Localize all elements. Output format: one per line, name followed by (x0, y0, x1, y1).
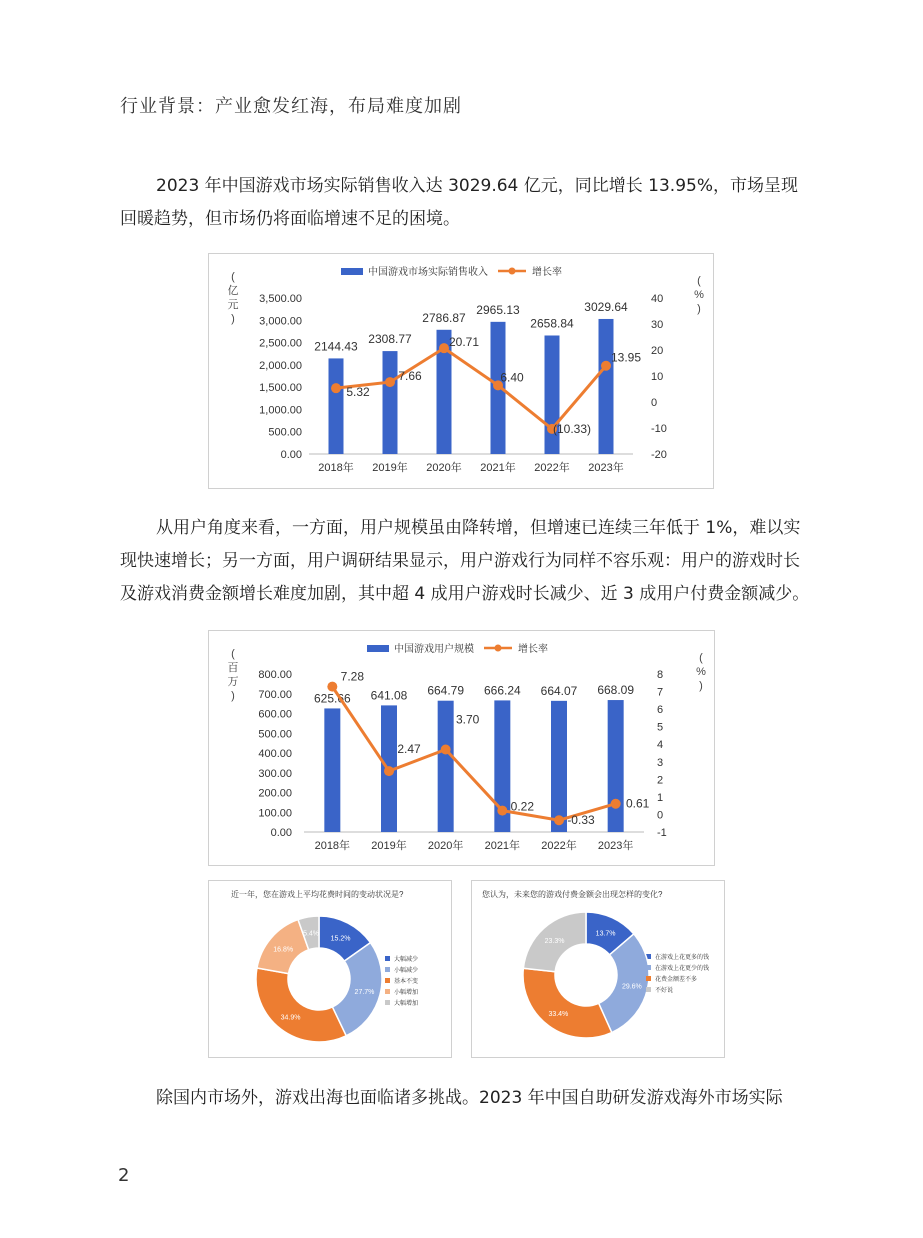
growth-rate-point (601, 361, 611, 371)
bar-value-label: 2658.84 (530, 316, 574, 331)
y-axis-left-label-char: ) (231, 690, 235, 702)
y-right-tick-label: 30 (651, 319, 664, 331)
growth-rate-line (332, 687, 615, 821)
y-left-tick-label: 400.00 (258, 748, 292, 760)
y-right-tick-label: 20 (651, 345, 664, 357)
y-left-tick-label: 1,500.00 (259, 382, 302, 395)
growth-rate-label: 13.95 (610, 350, 642, 365)
growth-rate-label: 0.61 (625, 796, 650, 811)
paragraph-users (120, 512, 810, 611)
legend-bar-label: 中国游戏用户规模 (394, 644, 474, 655)
pie-slice-label: 16.8% (273, 946, 294, 954)
bar-value-label: 664.07 (540, 683, 578, 698)
y-right-tick-label: -1 (657, 827, 667, 839)
bar-value-label: 664.79 (427, 683, 465, 698)
time-change-pie-svg (209, 881, 451, 1057)
y-right-tick-label: 7 (657, 686, 664, 699)
bar (545, 335, 560, 454)
growth-rate-label: 7.28 (340, 669, 365, 684)
paragraph-text: 2023 年中国游戏市场实际销售收入达 3029.64 亿元，同比增长 13.95%，市场呈现回暖趋势，但市场仍将面临增速不足的困境。 (120, 176, 798, 229)
y-left-tick-label: 200.00 (258, 787, 292, 800)
y-right-tick-label: 40 (651, 293, 664, 305)
growth-rate-point (384, 766, 394, 776)
user-scale-chart (208, 630, 715, 866)
bar-value-label: 668.09 (597, 683, 635, 698)
legend-line-marker (509, 268, 516, 275)
growth-rate-point (331, 383, 341, 393)
pie-legend-swatch (385, 956, 390, 961)
pie-slice-label: 15.2% (330, 935, 351, 943)
pie-slice-label: 13.7% (595, 930, 616, 938)
pie-legend-swatch (646, 976, 651, 981)
pie-legend-swatch (385, 989, 390, 994)
growth-rate-label: 2.47 (397, 742, 421, 757)
x-tick-label: 2018年 (314, 840, 351, 852)
pie-legend-label: 在游戏上花更多的钱 (655, 955, 710, 961)
y-right-tick-label: -10 (651, 423, 667, 435)
y-left-tick-label: 0.00 (270, 827, 292, 839)
x-tick-label: 2019年 (372, 462, 408, 474)
y-right-tick-label: 10 (651, 371, 664, 383)
growth-rate-label: 7.66 (398, 369, 422, 384)
growth-rate-point (439, 343, 449, 353)
y-right-tick-label: 3 (657, 756, 664, 769)
section-heading: 行业背景：产业愈发红海，布局难度加剧 (120, 96, 462, 117)
legend-line-marker (495, 645, 502, 652)
y-right-tick-label: 5 (657, 721, 664, 734)
legend-line-label: 增长率 (532, 267, 562, 278)
growth-rate-label: -0.33 (567, 813, 595, 828)
x-tick-label: 2021年 (484, 840, 521, 852)
legend-line-label: 增长率 (518, 644, 548, 655)
growth-rate-line (336, 348, 606, 429)
legend-bar-swatch (367, 645, 389, 652)
growth-rate-label: 0.22 (510, 799, 535, 814)
y-left-tick-label: 3,000.00 (259, 315, 302, 328)
growth-rate-label: 6.40 (500, 370, 524, 385)
y-right-tick-label: 1 (657, 791, 664, 804)
user-scale-chart-svg (209, 631, 714, 865)
bar (551, 701, 567, 832)
y-right-tick-label: 8 (657, 669, 664, 681)
y-axis-right-label-char: ( (697, 275, 701, 287)
y-axis-right-label-char: % (696, 666, 706, 678)
paragraph-revenue (120, 170, 810, 236)
legend-bar-label: 中国游戏市场实际销售收入 (368, 267, 488, 278)
bar-value-label: 2965.13 (476, 302, 520, 317)
bar (324, 708, 340, 832)
revenue-chart-svg (209, 254, 713, 488)
y-left-tick-label: 3,500.00 (259, 293, 302, 305)
y-axis-right-label-char: ) (697, 303, 701, 315)
growth-rate-point (327, 682, 337, 692)
x-tick-label: 2021年 (480, 462, 516, 474)
y-right-tick-label: 2 (657, 774, 664, 787)
pie-slice-label: 23.3% (544, 938, 565, 946)
paragraph-text: 从用户角度来看，一方面，用户规模虽由降转增，但增速已连续三年低于 1%，难以实现快速增长；另一方面，用户调研结果显示，用户游戏行为同样不容乐观：用户的游戏时长及游戏消费金额增长难度加剧，其中超 4 成用户游戏时长减少、近 3 成用户付费金额减少。 (120, 518, 810, 604)
growth-rate-label: (10.33) (552, 421, 592, 436)
pie-legend-label: 在游戏上花更少的钱 (655, 966, 710, 972)
x-tick-label: 2020年 (427, 840, 464, 852)
growth-rate-point (611, 799, 621, 809)
growth-rate-point (385, 377, 395, 387)
bar-value-label: 641.08 (370, 688, 408, 703)
y-left-tick-label: 2,000.00 (259, 359, 302, 372)
pie-legend-swatch (646, 965, 651, 970)
y-axis-left-label-char: ) (231, 313, 235, 325)
y-left-tick-label: 300.00 (258, 767, 292, 780)
x-tick-label: 2022年 (534, 462, 570, 474)
y-left-tick-label: 100.00 (258, 807, 292, 820)
bar (438, 701, 454, 832)
y-left-tick-label: 1,000.00 (259, 404, 302, 417)
pie-legend-label: 大幅减少 (394, 957, 419, 963)
page-number: 2 (118, 1165, 130, 1186)
y-axis-right-label-char: ( (699, 652, 703, 664)
bar-value-label: 2144.43 (314, 339, 358, 354)
pie-slice (523, 968, 612, 1038)
pie-legend-label: 不好说 (655, 988, 674, 994)
pie-slice-label: 34.9% (280, 1014, 301, 1022)
y-right-tick-label: 0 (657, 809, 664, 822)
bar-value-label: 625.66 (313, 691, 351, 706)
pie-legend-swatch (385, 1000, 390, 1005)
pie-slice-label: 5.4% (303, 930, 320, 938)
legend-bar-swatch (341, 268, 363, 275)
bar (608, 700, 624, 832)
pie-slice-label: 29.6% (621, 983, 642, 991)
y-left-tick-label: 500.00 (258, 728, 292, 741)
pie-title: 您认为，未来您的游戏付费金额会出现怎样的变化? (482, 890, 663, 899)
y-left-tick-label: 0.00 (280, 449, 302, 461)
growth-rate-label: 3.70 (455, 712, 480, 727)
y-left-tick-label: 800.00 (258, 669, 292, 681)
paragraph-text: 除国内市场外，游戏出海也面临诸多挑战。2023 年中国自助研发游戏海外市场实际 (156, 1088, 783, 1108)
growth-rate-point (441, 744, 451, 754)
x-tick-label: 2019年 (371, 840, 407, 852)
y-axis-right-label-char: % (694, 289, 704, 301)
pie-title: 近一年，您在游戏上平均花费时间的变动状况是? (231, 890, 404, 899)
x-tick-label: 2023年 (588, 462, 624, 474)
y-left-tick-label: 2,500.00 (259, 337, 302, 350)
x-tick-label: 2023年 (597, 840, 634, 852)
x-tick-label: 2022年 (541, 840, 577, 852)
y-axis-left-label-char: 万 (227, 676, 239, 688)
bar-value-label: 2786.87 (422, 310, 466, 325)
growth-rate-label: 20.71 (448, 335, 480, 350)
y-axis-left-label-char: 元 (227, 299, 239, 311)
y-left-tick-label: 700.00 (258, 688, 292, 701)
y-right-tick-label: 0 (651, 397, 658, 409)
y-axis-left-label-char: 亿 (227, 285, 239, 297)
y-axis-left-label-char: 百 (227, 662, 239, 674)
y-right-tick-label: -20 (651, 449, 667, 461)
y-right-tick-label: 4 (657, 739, 664, 752)
growth-rate-point (554, 815, 564, 825)
y-axis-left-label-char: ( (231, 271, 235, 283)
spending-change-pie-chart (471, 880, 725, 1058)
pie-legend-swatch (385, 967, 390, 972)
y-axis-left-label-char: ( (231, 648, 235, 660)
pie-legend-swatch (385, 978, 390, 983)
pie-legend-label: 大幅增加 (394, 1001, 419, 1007)
bar (329, 358, 344, 454)
bar-value-label: 666.24 (483, 683, 521, 698)
time-change-pie-chart (208, 880, 452, 1058)
y-left-tick-label: 600.00 (258, 708, 292, 721)
pie-slice-label: 27.7% (354, 988, 375, 996)
y-left-tick-label: 500.00 (268, 426, 302, 439)
pie-slice-label: 33.4% (548, 1011, 569, 1019)
pie-legend-swatch (646, 987, 651, 992)
x-tick-label: 2020年 (426, 462, 462, 474)
bar-value-label: 3029.64 (584, 299, 628, 314)
bar-value-label: 2308.77 (368, 332, 412, 347)
pie-legend-label: 花费金额差不多 (655, 977, 698, 983)
bar (383, 351, 398, 454)
pie-legend-label: 基本不变 (394, 979, 419, 985)
pie-slice (256, 968, 346, 1042)
growth-rate-point (497, 806, 507, 816)
paragraph-overseas (120, 1082, 810, 1115)
pie-legend-label: 小幅增加 (394, 990, 419, 996)
revenue-chart (208, 253, 714, 489)
bar (599, 319, 614, 454)
growth-rate-label: 5.32 (346, 385, 370, 400)
y-axis-right-label-char: ) (699, 680, 703, 692)
pie-legend-label: 小幅减少 (394, 968, 419, 974)
x-tick-label: 2018年 (318, 462, 354, 474)
y-right-tick-label: 6 (657, 704, 664, 717)
spending-change-pie-svg (472, 881, 724, 1057)
